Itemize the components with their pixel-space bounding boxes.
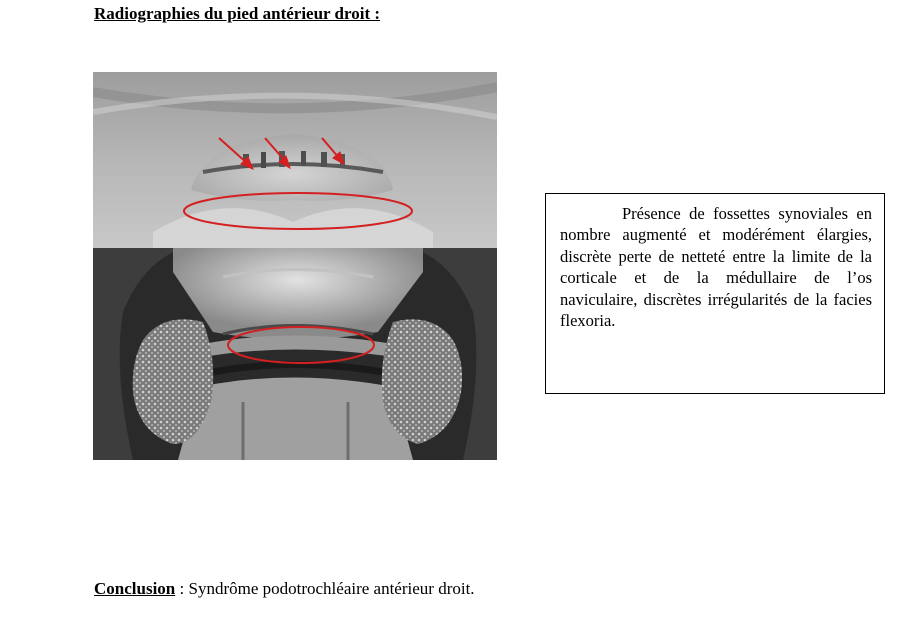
conclusion-separator: : xyxy=(175,579,189,598)
conclusion-text: Syndrôme podotrochléaire antérieur droit. xyxy=(188,579,475,598)
findings-text: Présence de fossettes synoviales en nombre augmenté et modérément élargies, discrète perte de netteté entre la limite de la corticale et de la médullaire de l’os naviculaire, discrètes irrégularités de la facies flexoria. xyxy=(560,204,872,331)
conclusion-label: Conclusion xyxy=(94,579,176,598)
conclusion xyxy=(94,579,475,599)
page-title: Radiographies du pied antérieur droit : xyxy=(94,4,381,23)
findings-box xyxy=(545,193,885,394)
dorsopalmar-radiograph xyxy=(93,248,497,460)
radiograph-figure xyxy=(93,72,497,460)
skyline-radiograph xyxy=(93,72,497,248)
